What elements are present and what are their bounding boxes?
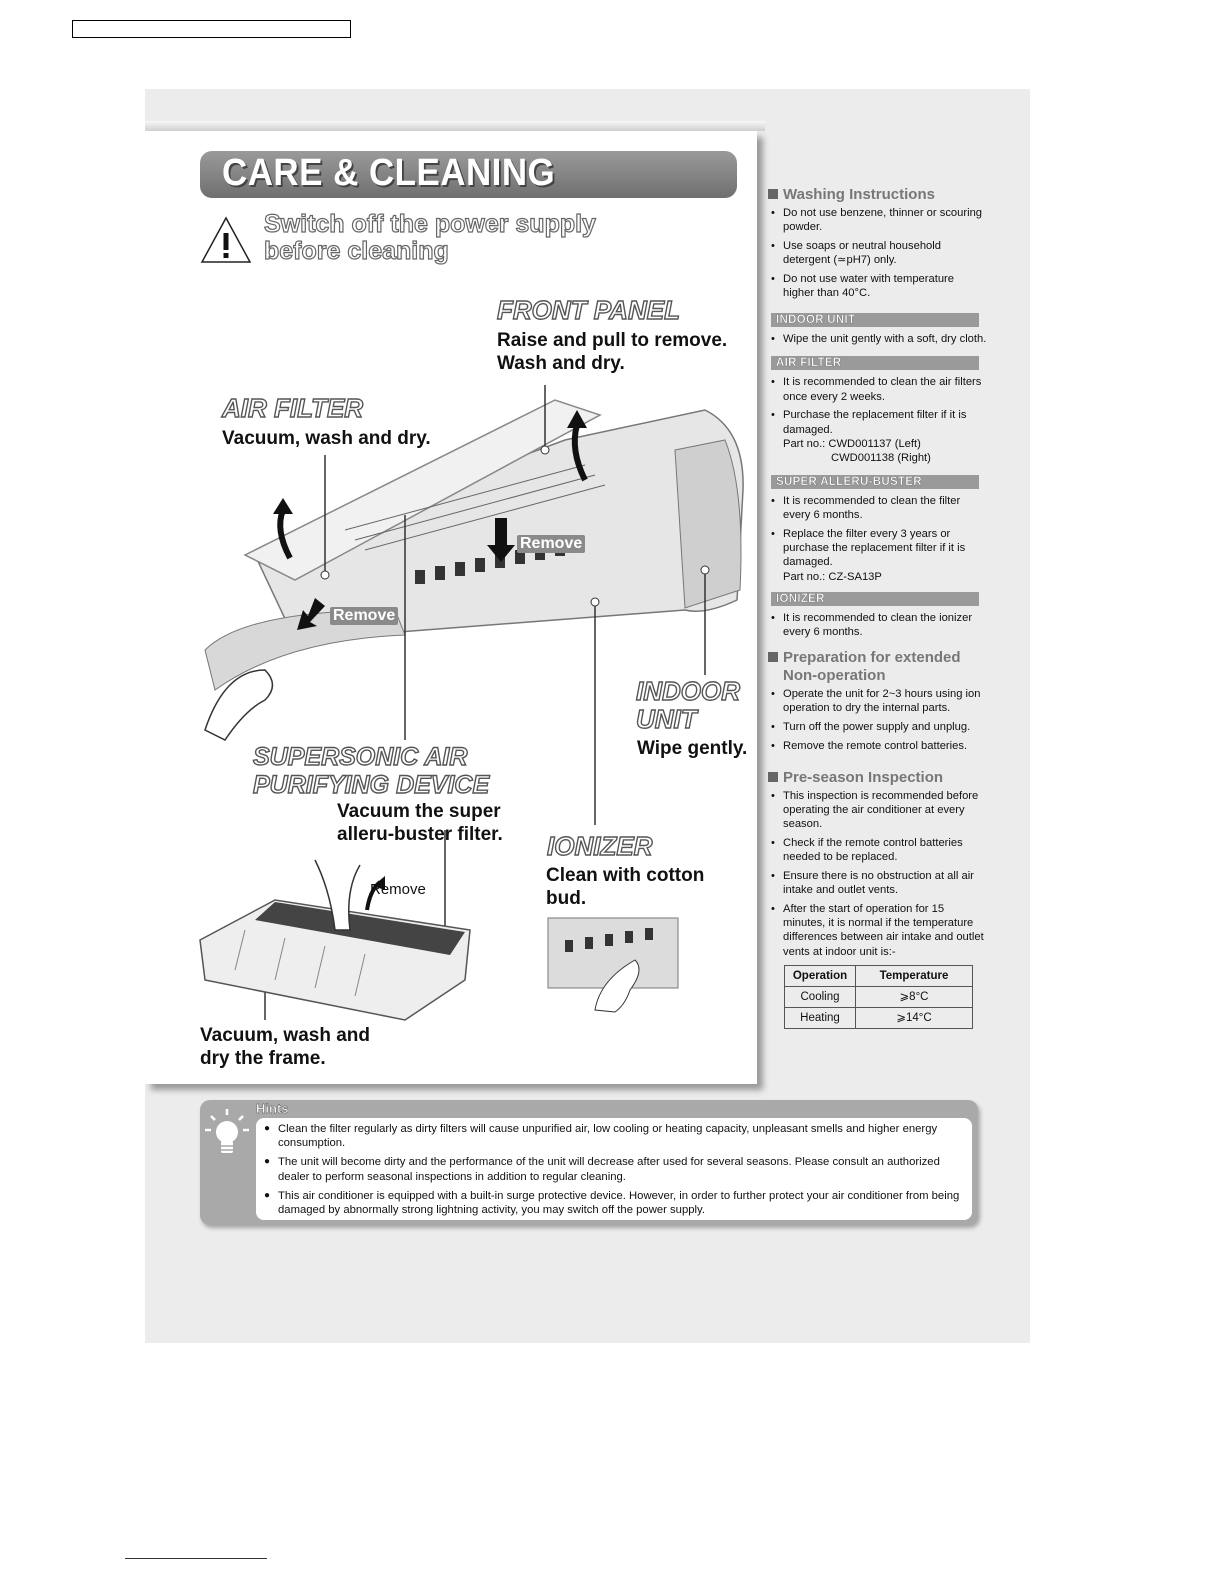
header-box	[72, 20, 351, 38]
preparation-list	[768, 687, 988, 753]
table-header: Temperature	[856, 965, 973, 986]
table-header-row	[785, 965, 973, 986]
warning-text	[264, 211, 596, 265]
ionizer-text	[546, 864, 704, 910]
table-cell: Cooling	[785, 986, 856, 1007]
warning-line-2: before cleaning	[264, 237, 449, 265]
list-item: • It is recommended to clean the air filters once every 2 weeks.	[768, 375, 988, 403]
temperature-table	[784, 965, 973, 1029]
list-item: ● The unit will become dirty and the performance of the unit will decrease after used for several seasons. Please consult an authorized dealer to perform seasonal inspections in addition to regular cleaning.	[264, 1155, 964, 1183]
air-filter-list	[768, 375, 988, 465]
preseason-list	[768, 789, 988, 959]
air-filter-heading: AIR FILTER	[222, 393, 364, 423]
washing-list	[768, 206, 988, 300]
frame-line-2: dry the frame.	[200, 1048, 326, 1069]
air-filter-bar: AIR FILTER	[771, 356, 979, 370]
table-row	[785, 986, 973, 1007]
panel-top-bar	[145, 121, 765, 131]
preparation-title-2: Non-operation	[783, 667, 886, 685]
table-header: Operation	[785, 965, 856, 986]
front-panel-line-1: Raise and pull to remove.	[497, 330, 728, 351]
list-item: • It is recommended to clean the filter every 6 months.	[768, 494, 988, 522]
frame-line-1: Vacuum, wash and	[200, 1025, 370, 1046]
ionizer-line-2: bud.	[546, 888, 587, 909]
front-panel-text	[497, 329, 727, 375]
washing-heading	[768, 186, 988, 204]
list-item: ● This air conditioner is equipped with a built-in surge protective device. However, in order to further protect your air conditioner from being damaged by abnormally strong lightning activity, you may switch off the power supply.	[264, 1189, 964, 1217]
square-bullet-icon	[768, 189, 778, 199]
indoor-unit-bar: INDOOR UNIT	[771, 313, 979, 327]
super-alleru-part: Part no.: CZ-SA13P	[783, 570, 882, 583]
super-alleru-bar: SUPER ALLERU-BUSTER	[771, 475, 979, 489]
footer-line	[125, 1558, 267, 1559]
air-filter-part-right: CWD001138 (Right)	[831, 451, 931, 464]
list-item: • Turn off the power supply and unplug.	[768, 720, 988, 734]
remove-label-1: Remove	[517, 535, 585, 553]
square-bullet-icon	[768, 652, 778, 662]
air-filter-item-2: Purchase the replacement filter if it is damaged.	[783, 409, 967, 436]
table-cell: Heating	[785, 1007, 856, 1028]
indoor-unit-text: Wipe gently.	[637, 738, 748, 759]
list-item: ● Clean the filter regularly as dirty filters will cause unpurified air, low cooling or heating capacity, unpleasant smells and higher energy consumption.	[264, 1122, 964, 1150]
ionizer-heading: IONIZER	[547, 831, 653, 861]
warning-icon	[200, 216, 252, 264]
super-alleru-item-2: Replace the filter every 3 years or purchase the replacement filter if it is damaged.	[783, 528, 966, 569]
lightbulb-icon	[205, 1108, 249, 1160]
front-panel-heading: FRONT PANEL	[497, 295, 680, 325]
sidebar	[768, 186, 988, 1029]
supersonic-line-1: Vacuum the super	[337, 801, 501, 822]
air-filter-part-left: Part no.: CWD001137 (Left)	[783, 437, 921, 450]
supersonic-line-2: alleru-buster filter.	[337, 824, 503, 845]
supersonic-heading-1: SUPERSONIC AIR	[253, 743, 468, 771]
list-item: • Wipe the unit gently with a soft, dry cloth.	[768, 332, 988, 346]
list-item: • It is recommended to clean the ionizer every 6 months.	[768, 611, 988, 639]
supersonic-text	[337, 800, 503, 846]
hints-list	[264, 1122, 964, 1222]
ionizer-list	[768, 611, 988, 639]
table-cell: ⩾8°C	[856, 986, 973, 1007]
list-item: • Use soaps or neutral household detergent (≃pH7) only.	[768, 239, 988, 267]
front-panel-line-2: Wash and dry.	[497, 353, 625, 374]
list-item: • Operate the unit for 2~3 hours using ion operation to dry the internal parts.	[768, 687, 988, 715]
super-alleru-list	[768, 494, 988, 584]
square-bullet-icon	[768, 772, 778, 782]
list-item: • After the start of operation for 15 minutes, it is normal if the temperature differences between air intake and outlet vents at indoor unit is:-	[768, 902, 988, 959]
indoor-unit-list	[768, 332, 988, 346]
supersonic-heading	[253, 743, 489, 799]
list-item: • Do not use water with temperature higher than 40°C.	[768, 272, 988, 300]
table-cell: ⩾14°C	[856, 1007, 973, 1028]
preparation-title-1: Preparation for extended	[783, 649, 961, 667]
ionizer-bar: IONIZER	[771, 592, 979, 606]
indoor-unit-heading	[636, 677, 740, 733]
list-item: • Check if the remote control batteries needed to be replaced.	[768, 836, 988, 864]
supersonic-heading-2: PURIFYING DEVICE	[253, 771, 490, 799]
hints-title: Hints	[256, 1101, 289, 1116]
ionizer-line-1: Clean with cotton	[546, 865, 705, 886]
indoor-unit-heading-1: INDOOR	[636, 676, 740, 706]
remove-label-3: Remove	[370, 881, 426, 898]
washing-title: Washing Instructions	[783, 186, 935, 203]
list-item: • This inspection is recommended before operating the air conditioner at every season.	[768, 789, 988, 832]
warning-line-1: Switch off the power supply	[264, 210, 596, 238]
page-title: CARE & CLEANING	[222, 152, 556, 194]
unit-side	[675, 440, 741, 608]
remove-label-2: Remove	[330, 607, 398, 625]
list-item: • Ensure there is no obstruction at all air intake and outlet vents.	[768, 869, 988, 897]
list-item: • Remove the remote control batteries.	[768, 739, 988, 753]
air-filter-text: Vacuum, wash and dry.	[222, 428, 431, 449]
list-item	[768, 408, 988, 465]
preseason-title: Pre-season Inspection	[783, 769, 944, 787]
indoor-unit-heading-2: UNIT	[636, 704, 697, 734]
preseason-heading	[768, 769, 988, 787]
preparation-heading	[768, 649, 988, 685]
table-row	[785, 1007, 973, 1028]
list-item	[768, 527, 988, 584]
frame-text	[200, 1024, 370, 1070]
list-item: • Do not use benzene, thinner or scouring powder.	[768, 206, 988, 234]
